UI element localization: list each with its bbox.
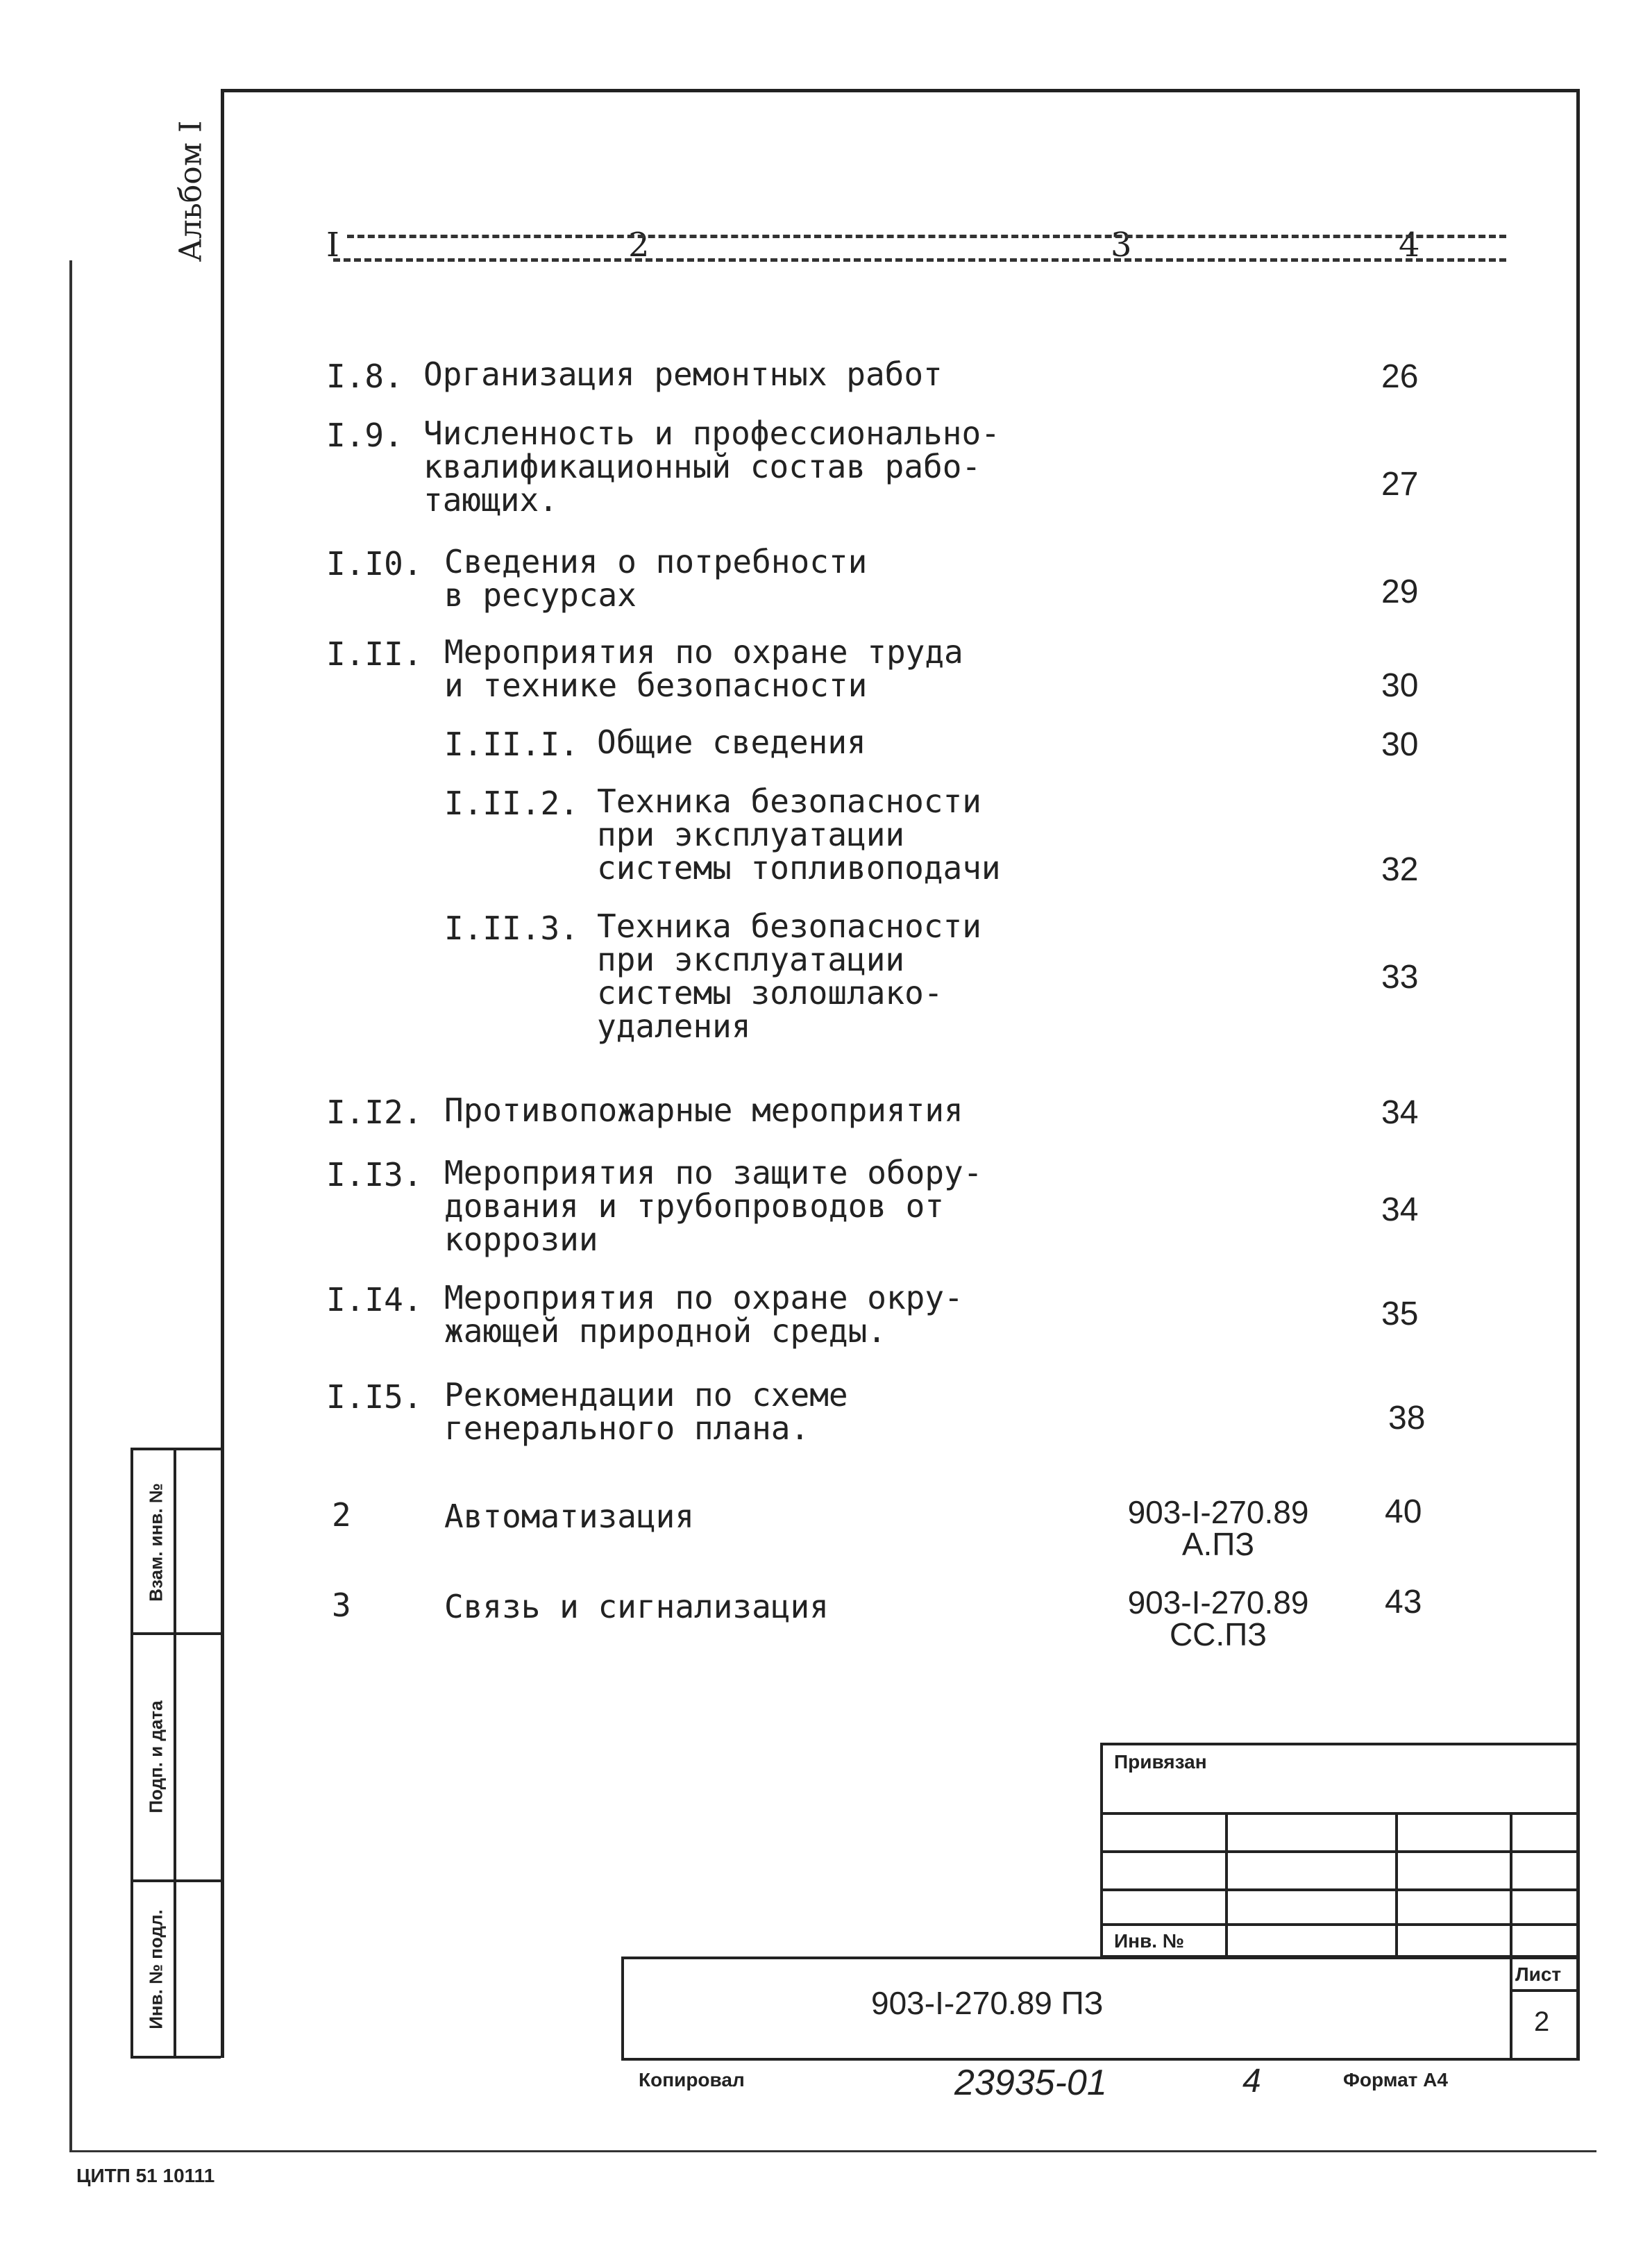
footer-copied-label: Копировал — [639, 2069, 745, 2091]
sheet-label: Лист — [1515, 1963, 1562, 1985]
side-stamp-cell-podp — [130, 1632, 176, 1882]
side-stamp — [130, 1448, 221, 2059]
toc-subitem-title: Техника безопасности при эксплуатации системы топливоподачи — [597, 782, 1001, 887]
toc-item-title: Мероприятия по охране труда и технике безопасности — [444, 633, 963, 704]
side-stamp-label-inv: Инв. № подл. — [145, 1909, 167, 2029]
side-stamp-label-vzam: Взам. инв. № — [145, 1483, 167, 1602]
column-header-1: I — [326, 226, 339, 265]
column-header-2: 2 — [628, 226, 650, 265]
toc-item-page: 40 — [1385, 1493, 1422, 1530]
toc-item-number: I.I5. — [326, 1378, 423, 1416]
toc-item-document-code: 903-I-270.89 СС.ПЗ — [1127, 1584, 1309, 1652]
album-label: Альбом I — [173, 120, 209, 262]
column-header-4: 4 — [1399, 226, 1420, 265]
toc-item-title: Противопожарные мероприятия — [444, 1091, 963, 1129]
title-block-vline — [1395, 1812, 1398, 1958]
side-stamp-divider — [176, 1632, 221, 1635]
title-block-vline — [1225, 1812, 1228, 1958]
toc-item-page: 34 — [1381, 1191, 1419, 1228]
toc-item-number: I.I0. — [326, 545, 423, 583]
toc-subitem-page: 30 — [1381, 726, 1419, 763]
toc-subitem-title: Техника безопасности при эксплуатации системы золошлако- удаления — [597, 907, 981, 1045]
title-block-line — [1100, 1812, 1580, 1815]
title-block-privyazan-label: Привязан — [1114, 1751, 1207, 1773]
side-stamp-blank-column — [176, 1448, 221, 2059]
footer-order-page: 4 — [1242, 2063, 1261, 2100]
toc-item-number: I.8. — [326, 358, 403, 395]
toc-item-title: Автоматизация — [444, 1498, 695, 1535]
side-stamp-divider — [176, 1879, 221, 1882]
toc-subitem-number: I.II.I. — [444, 726, 579, 763]
toc-item-title: Связь и сигнализация — [444, 1588, 829, 1625]
side-stamp-label-podp: Подп. и дата — [145, 1700, 167, 1813]
toc-item-number: I.9. — [326, 417, 403, 454]
side-stamp-cell-inv — [130, 1879, 176, 2059]
title-block-line — [1100, 1923, 1580, 1926]
title-block-line — [1100, 1850, 1580, 1853]
footer-order-number: 23935-01 — [954, 2063, 1107, 2103]
toc-item-title: Организация ремонтных работ — [423, 355, 943, 393]
toc-item-page: 27 — [1381, 466, 1419, 503]
title-block-vline — [1510, 1957, 1512, 2061]
side-stamp-cell-vzam — [130, 1448, 176, 1635]
toc-item-title: Мероприятия по защите обору- дования и трубопроводов от коррозии — [444, 1154, 983, 1258]
toc-item-title: Численность и профессионально- квалификационный состав рабо- тающих. — [423, 414, 1000, 519]
toc-item-page: 30 — [1381, 667, 1419, 704]
toc-item-title: Сведения о потребности в ресурсах — [444, 543, 868, 614]
toc-subitem-number: I.II.3. — [444, 910, 579, 947]
toc-subitem-title: Общие сведения — [597, 723, 866, 761]
title-block-inv-label: Инв. № — [1114, 1930, 1185, 1952]
title-block-line — [1100, 1888, 1580, 1891]
sheet-number: 2 — [1534, 2007, 1550, 2037]
toc-subitem-number: I.II.2. — [444, 785, 579, 822]
toc-item-number: 2 — [332, 1496, 351, 1534]
title-block-vline — [1510, 1812, 1512, 1958]
toc-subitem-page: 32 — [1381, 851, 1419, 888]
toc-item-page: 38 — [1388, 1400, 1426, 1436]
toc-item-document-code: 903-I-270.89 А.ПЗ — [1127, 1494, 1309, 1562]
toc-item-title: Рекомендации по схеме генерального плана. — [444, 1376, 848, 1447]
title-block-line — [1510, 1989, 1580, 1992]
footer-printer-mark: ЦИТП 51 10111 — [76, 2165, 215, 2186]
header-dashed-line-top — [347, 235, 1506, 238]
outer-bottom-line — [69, 2150, 1596, 2152]
toc-item-page: 29 — [1381, 573, 1419, 610]
toc-item-number: 3 — [332, 1586, 351, 1624]
column-header-3: 3 — [1111, 226, 1132, 265]
toc-item-number: I.I4. — [326, 1281, 423, 1318]
header-dashed-line-bottom — [333, 258, 1506, 262]
toc-subitem-page: 33 — [1381, 959, 1419, 996]
footer-format-label: Формат А4 — [1343, 2069, 1448, 2091]
toc-item-number: I.I3. — [326, 1156, 423, 1193]
toc-item-page: 26 — [1381, 358, 1419, 395]
toc-item-page: 35 — [1381, 1296, 1419, 1332]
outer-margin-line — [69, 260, 72, 2152]
toc-item-page: 34 — [1381, 1094, 1419, 1131]
document-designation: 903-I-270.89 ПЗ — [871, 1985, 1104, 2021]
toc-item-title: Мероприятия по охране окру- жающей природной среды. — [444, 1279, 963, 1350]
toc-item-number: I.II. — [326, 635, 423, 673]
toc-item-page: 43 — [1385, 1584, 1422, 1620]
toc-item-number: I.I2. — [326, 1094, 423, 1131]
